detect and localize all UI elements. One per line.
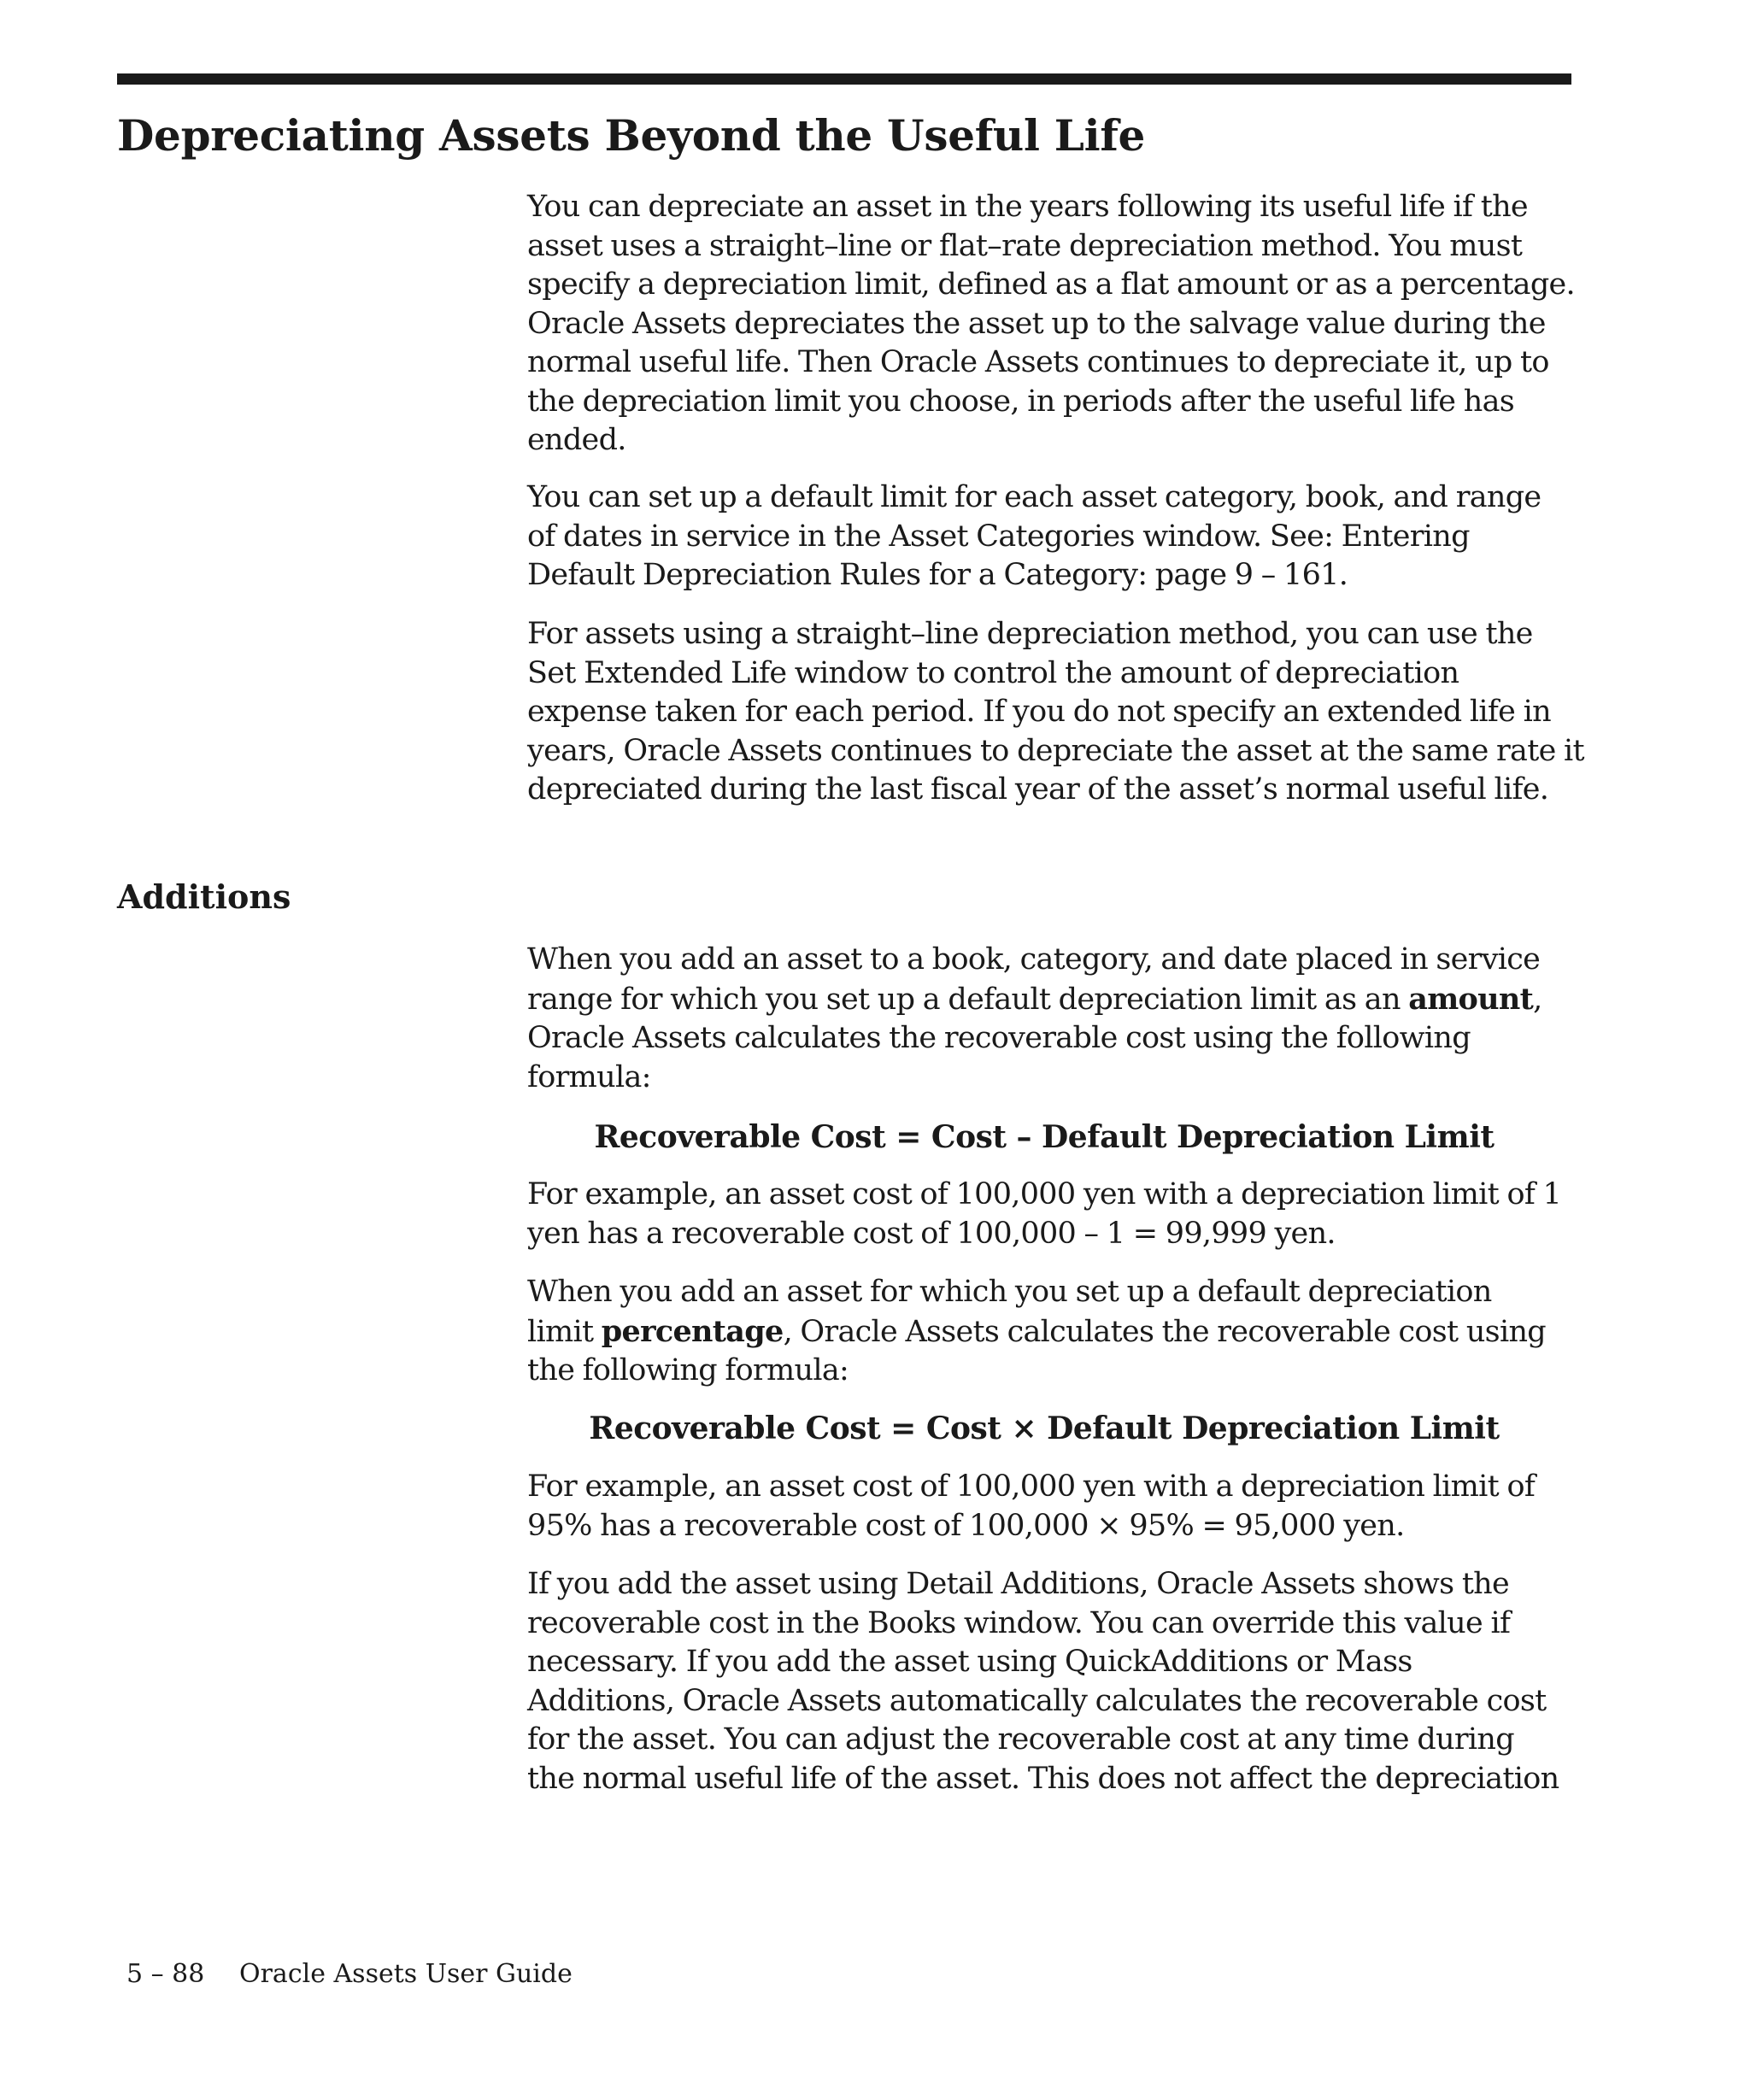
text-run: limit: [527, 1314, 602, 1349]
additions-paragraph-5: [527, 1565, 1578, 1798]
text-line: You can set up a default limit for each asset category, book, and range: [527, 480, 1542, 514]
text-line: normal useful life. Then Oracle Assets continues to depreciate it, up to: [527, 345, 1549, 379]
text-line: recoverable cost in the Books window. You can override this value if: [527, 1605, 1511, 1640]
text-line: For example, an asset cost of 100,000 yen with a depreciation limit of: [527, 1469, 1536, 1504]
page-footer: [126, 1957, 573, 1991]
intro-paragraph-1: [527, 188, 1578, 460]
text-line: yen has a recoverable cost of 100,000 – 1 = 99,999 yen.: [527, 1216, 1336, 1251]
text-line: If you add the asset using Detail Additions, Oracle Assets shows the: [527, 1567, 1510, 1601]
text-line: for the asset. You can adjust the recoverable cost at any time during: [527, 1722, 1514, 1757]
text-line: [527, 1312, 1578, 1352]
text-line: Default Depreciation Rules for a Category: page 9 – 161.: [527, 558, 1348, 592]
text-run: , Oracle Assets calculates the recoverable cost using: [783, 1314, 1546, 1349]
text-line: You can depreciate an asset in the years following its useful life if the: [527, 190, 1528, 224]
text-line: the following formula:: [527, 1353, 849, 1387]
text-line: the normal useful life of the asset. This does not affect the depreciation: [527, 1761, 1559, 1796]
text-line: of dates in service in the Asset Categories window. See: Entering: [527, 519, 1470, 554]
additions-paragraph-3: [527, 1273, 1578, 1391]
intro-paragraph-2: [527, 478, 1578, 595]
text-run: range for which you set up a default depreciation limit as an: [527, 982, 1409, 1017]
text-line: Set Extended Life window to control the amount of depreciation: [527, 655, 1459, 690]
emphasis-percentage: percentage: [601, 1313, 784, 1349]
top-rule: [117, 73, 1571, 85]
text-line: Additions, Oracle Assets automatically calculates the recoverable cost: [527, 1683, 1547, 1718]
intro-paragraph-3: [527, 615, 1584, 810]
additions-paragraph-4: [527, 1468, 1578, 1546]
text-line: depreciated during the last fiscal year of the asset’s normal useful life.: [527, 772, 1549, 807]
text-line: For example, an asset cost of 100,000 yen with a depreciation limit of 1: [527, 1177, 1562, 1211]
page-number: 5 – 88: [126, 1959, 205, 1989]
text-line: expense taken for each period. If you do not specify an extended life in: [527, 695, 1551, 729]
text-line: formula:: [527, 1059, 651, 1094]
text-line: the depreciation limit you choose, in periods after the useful life has: [527, 384, 1515, 419]
text-line: Oracle Assets calculates the recoverable cost using the following: [527, 1021, 1471, 1055]
text-line: When you add an asset for which you set up a default depreciation: [527, 1275, 1492, 1309]
page-title: Depreciating Assets Beyond the Useful Life: [117, 110, 1146, 161]
text-line: asset uses a straight–line or flat–rate depreciation method. You must: [527, 228, 1523, 263]
additions-paragraph-1: [527, 941, 1578, 1097]
text-line: When you add an asset to a book, category, and date placed in service: [527, 942, 1541, 977]
text-line: specify a depreciation limit, defined as a flat amount or as a percentage.: [527, 267, 1575, 302]
text-line: For assets using a straight–line depreciation method, you can use the: [527, 617, 1533, 651]
section-heading-additions: Additions: [117, 877, 291, 916]
text-line: ended.: [527, 423, 626, 457]
text-line: years, Oracle Assets continues to depreciate the asset at the same rate it: [527, 733, 1584, 768]
book-title: Oracle Assets User Guide: [239, 1959, 573, 1989]
text-run: ,: [1533, 982, 1542, 1017]
emphasis-amount: amount: [1408, 981, 1534, 1017]
text-line: necessary. If you add the asset using QuickAdditions or Mass: [527, 1645, 1412, 1679]
text-line: 95% has a recoverable cost of 100,000 × 95% = 95,000 yen.: [527, 1508, 1405, 1543]
text-line: Oracle Assets depreciates the asset up to the salvage value during the: [527, 306, 1546, 341]
text-line: [527, 980, 1578, 1020]
additions-paragraph-2: [527, 1176, 1578, 1253]
formula-percentage: Recoverable Cost = Cost × Default Depreciation Limit: [589, 1411, 1500, 1446]
formula-amount: Recoverable Cost = Cost – Default Depreciation Limit: [594, 1119, 1495, 1155]
